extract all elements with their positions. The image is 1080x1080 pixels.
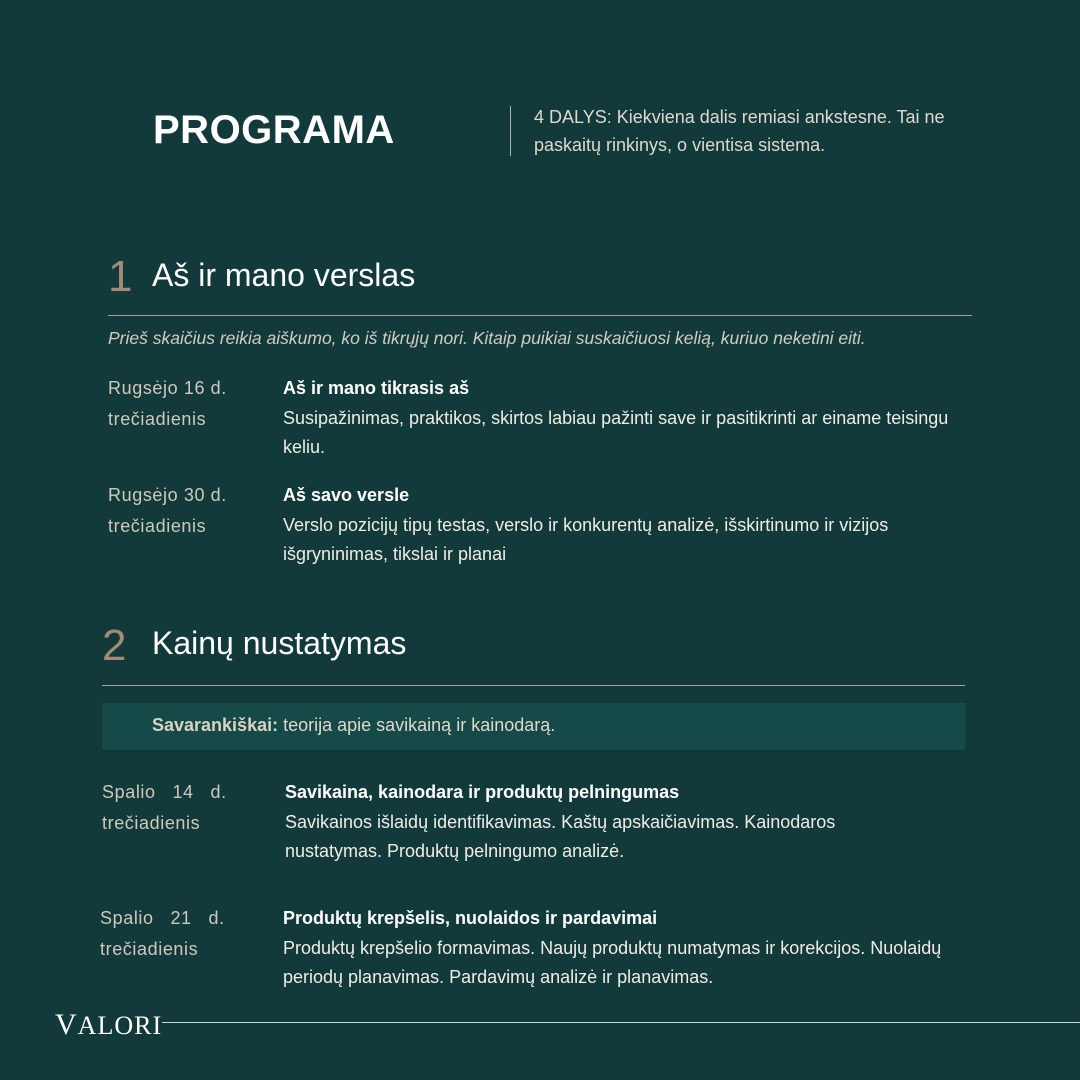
header-divider (510, 106, 511, 156)
session-description: Savikainos išlaidų identifikavimas. Kaštų apskaičiavimas. Kainodaros nustatymas. Produktų pelningumo analizė. (285, 812, 836, 861)
session-date: Rugsėjo 16 d. (108, 378, 227, 398)
section-1-divider (108, 315, 972, 316)
page-title: PROGRAMA (153, 108, 395, 152)
section-2-number: 2 (102, 621, 127, 670)
self-study-text (152, 715, 555, 736)
footer-line (162, 1022, 1080, 1023)
section-1-number: 1 (108, 252, 133, 301)
session-title: Aš savo versle (283, 485, 410, 505)
session-title: Produktų krepšelis, nuolaidos ir pardavimai (283, 908, 658, 928)
session-title: Savikaina, kainodara ir produktų pelningumas (285, 782, 680, 802)
session-description: Verslo pozicijų tipų testas, verslo ir konkurentų analizė, išskirtinumo ir vizijos išgryninimas, tikslai ir planai (283, 515, 889, 564)
session-date: Spalio 14 d. (102, 782, 227, 802)
logo-initial: V (55, 1008, 78, 1041)
section-2-title: Kainų nustatymas (152, 625, 407, 661)
session-weekday: trečiadienis (102, 813, 201, 833)
session-description: Produktų krepšelio formavimas. Naujų produktų numatymas ir korekcijos. Nuolaidų periodų planavimas. Pardavimų analizė ir planavimas. (283, 938, 942, 987)
self-study-description: teorija apie savikainą ir kainodarą. (278, 715, 556, 735)
session-date: Spalio 21 d. (100, 908, 225, 928)
section-2-divider (102, 685, 965, 686)
session-title: Aš ir mano tikrasis aš (283, 378, 470, 398)
session-description: Susipažinimas, praktikos, skirtos labiau pažinti save ir pasitikrinti ar einame teisingu keliu. (283, 408, 949, 457)
section-1-subtitle: Prieš skaičius reikia aiškumo, ko iš tikrųjų nori. Kitaip puikiai suskaičiuosi kelią, kuriuo neketini eiti. (108, 328, 866, 348)
self-study-label: Savarankiškai: (152, 715, 279, 735)
session-weekday: trečiadienis (100, 939, 199, 959)
section-1-title: Aš ir mano verslas (152, 257, 416, 293)
logo-rest: ALORI (77, 1011, 163, 1040)
program-intro: 4 DALYS: Kiekviena dalis remiasi ankstesne. Tai ne paskaitų rinkinys, o vientisa sistema. (534, 107, 945, 155)
session-weekday: trečiadienis (108, 516, 207, 536)
valori-logo (55, 1008, 162, 1042)
session-date: Rugsėjo 30 d. (108, 485, 227, 505)
session-weekday: trečiadienis (108, 409, 207, 429)
